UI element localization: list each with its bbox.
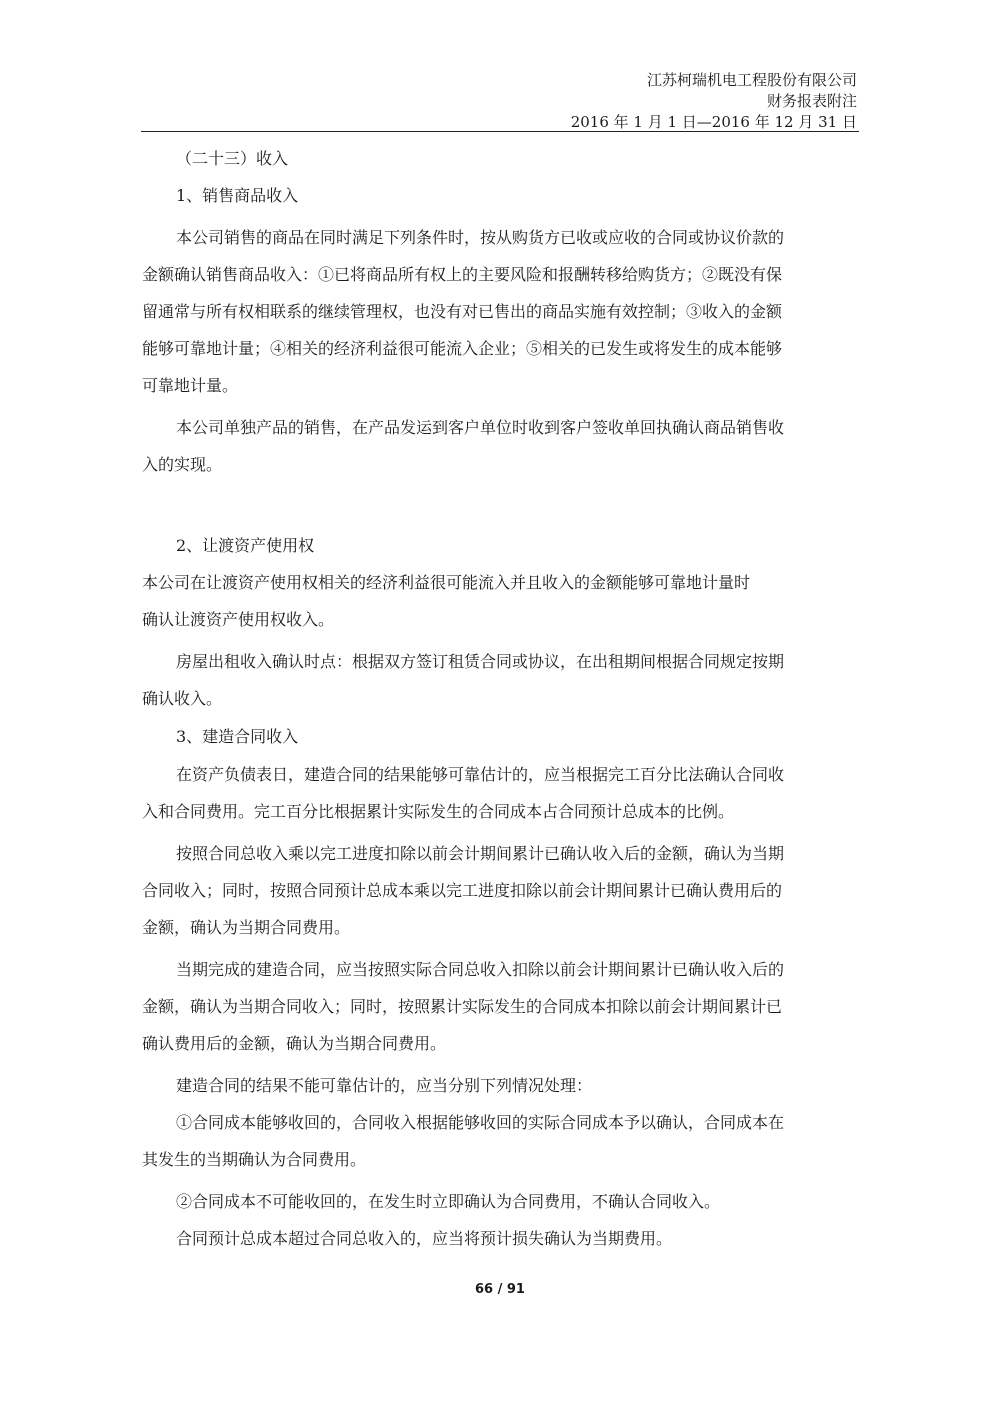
paragraph-line: 金额确认销售商品收入：①已将商品所有权上的主要风险和报酬转移给购货方；②既没有保 <box>142 265 783 284</box>
subsection-heading: 2、让渡资产使用权 <box>176 536 315 555</box>
paragraph-line: 本公司在让渡资产使用权相关的经济利益很可能流入并且收入的金额能够可靠地计量时 <box>142 573 751 592</box>
paragraph-line: 本公司单独产品的销售，在产品发运到客户单位时收到客户签收单回执确认商品销售收 <box>176 418 785 437</box>
paragraph-line: 房屋出租收入确认时点：根据双方签订租赁合同或协议，在出租期间根据合同规定按期 <box>176 652 785 671</box>
paragraph-line: 合同预计总成本超过合同总收入的，应当将预计损失确认为当期费用。 <box>176 1229 673 1248</box>
paragraph-line: 建造合同的结果不能可靠估计的，应当分别下列情况处理： <box>176 1076 593 1095</box>
page-header <box>571 70 857 133</box>
paragraph-line: ①合同成本能够收回的，合同收入根据能够收回的实际合同成本予以确认，合同成本在 <box>176 1113 785 1132</box>
paragraph-line: ②合同成本不可能收回的，在发生时立即确认为合同费用，不确认合同收入。 <box>176 1192 721 1211</box>
paragraph-line: 当期完成的建造合同，应当按照实际合同总收入扣除以前会计期间累计已确认收入后的 <box>176 960 785 979</box>
paragraph-line: 按照合同总收入乘以完工进度扣除以前会计期间累计已确认收入后的金额，确认为当期 <box>176 844 785 863</box>
paragraph-line: 留通常与所有权相联系的继续管理权，也没有对已售出的商品实施有效控制；③收入的金额 <box>142 302 783 321</box>
page-number: 66 / 91 <box>475 1282 525 1297</box>
paragraph-line: 金额，确认为当期合同费用。 <box>142 918 351 937</box>
paragraph-line: 其发生的当期确认为合同费用。 <box>142 1150 367 1169</box>
paragraph-line: 入的实现。 <box>142 455 223 474</box>
subsection-heading: 1、销售商品收入 <box>176 186 299 205</box>
paragraph-line: 确认收入。 <box>142 689 223 708</box>
reporting-period: 2016 年 1 月 1 日—2016 年 12 月 31 日 <box>570 113 857 131</box>
paragraph-line: 在资产负债表日，建造合同的结果能够可靠估计的，应当根据完工百分比法确认合同收 <box>176 765 785 784</box>
section-heading: （二十三）收入 <box>176 149 289 168</box>
document-title: 财务报表附注 <box>766 92 857 110</box>
paragraph-line: 入和合同费用。完工百分比根据累计实际发生的合同成本占合同预计总成本的比例。 <box>142 802 735 821</box>
paragraph-line: 确认让渡资产使用权收入。 <box>142 610 335 629</box>
paragraph-line: 可靠地计量。 <box>142 376 239 395</box>
paragraph-line: 金额，确认为当期合同收入；同时，按照累计实际发生的合同成本扣除以前会计期间累计已 <box>142 997 783 1016</box>
company-name: 江苏柯瑞机电工程股份有限公司 <box>646 71 857 89</box>
subsection-heading: 3、建造合同收入 <box>176 727 299 746</box>
paragraph-line: 本公司销售的商品在同时满足下列条件时，按从购货方已收或应收的合同或协议价款的 <box>176 228 785 247</box>
paragraph-line: 能够可靠地计量；④相关的经济利益很可能流入企业；⑤相关的已发生或将发生的成本能够 <box>142 339 783 358</box>
header-divider <box>141 131 859 132</box>
paragraph-line: 确认费用后的金额，确认为当期合同费用。 <box>142 1034 447 1053</box>
paragraph-line: 合同收入；同时，按照合同预计总成本乘以完工进度扣除以前会计期间累计已确认费用后的 <box>142 881 783 900</box>
